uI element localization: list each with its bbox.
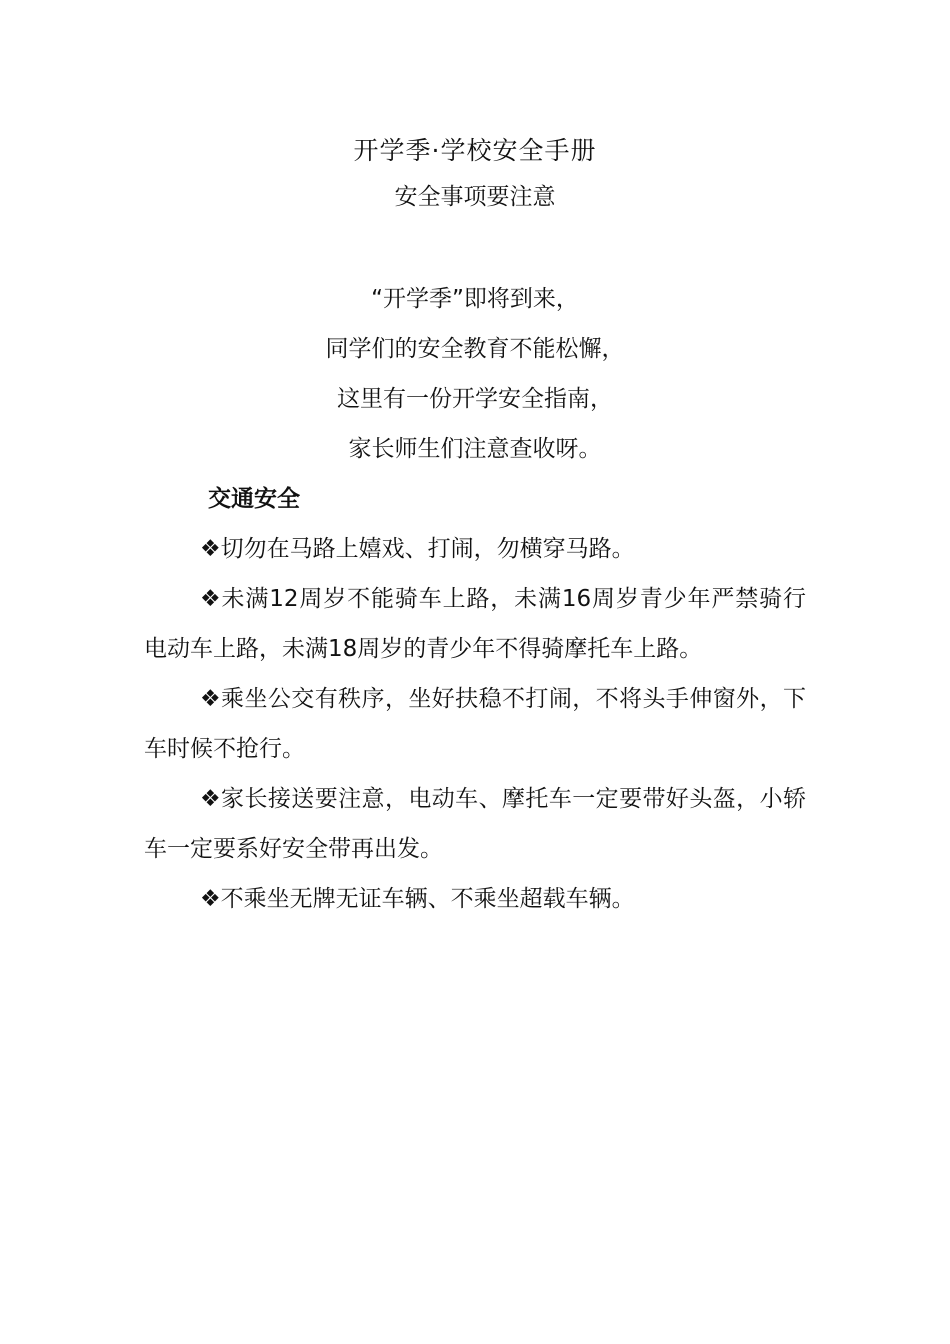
safety-item: ❖家长接送要注意，电动车、摩托车一定要带好头盔，小轿车一定要系好安全带再出发。	[144, 786, 806, 862]
section-heading: 交通安全	[208, 486, 300, 512]
document-content	[144, 128, 806, 924]
traffic-safety-section	[144, 474, 806, 924]
intro-block	[144, 274, 806, 474]
safety-item: ❖乘坐公交有秩序，坐好扶稳不打闹，不将头手伸窗外，下车时候不抢行。	[144, 686, 806, 762]
intro-line: 同学们的安全教育不能松懈，	[325, 336, 625, 362]
page-title: 开学季·学校安全手册	[353, 136, 597, 165]
spacer	[144, 220, 806, 274]
intro-line: “开学季”即将到来，	[371, 286, 579, 312]
intro-line: 这里有一份开学安全指南，	[337, 386, 613, 412]
page-subtitle: 安全事项要注意	[394, 184, 556, 210]
intro-line: 家长师生们注意查收呀。	[348, 436, 602, 462]
safety-item: ❖不乘坐无牌无证车辆、不乘坐超载车辆。	[200, 886, 635, 912]
safety-item: ❖未满12周岁不能骑车上路，未满16周岁青少年严禁骑行电动车上路，未满18周岁的青少年不得骑摩托车上路。	[144, 586, 806, 662]
safety-item: ❖切勿在马路上嬉戏、打闹，勿横穿马路。	[200, 536, 635, 562]
